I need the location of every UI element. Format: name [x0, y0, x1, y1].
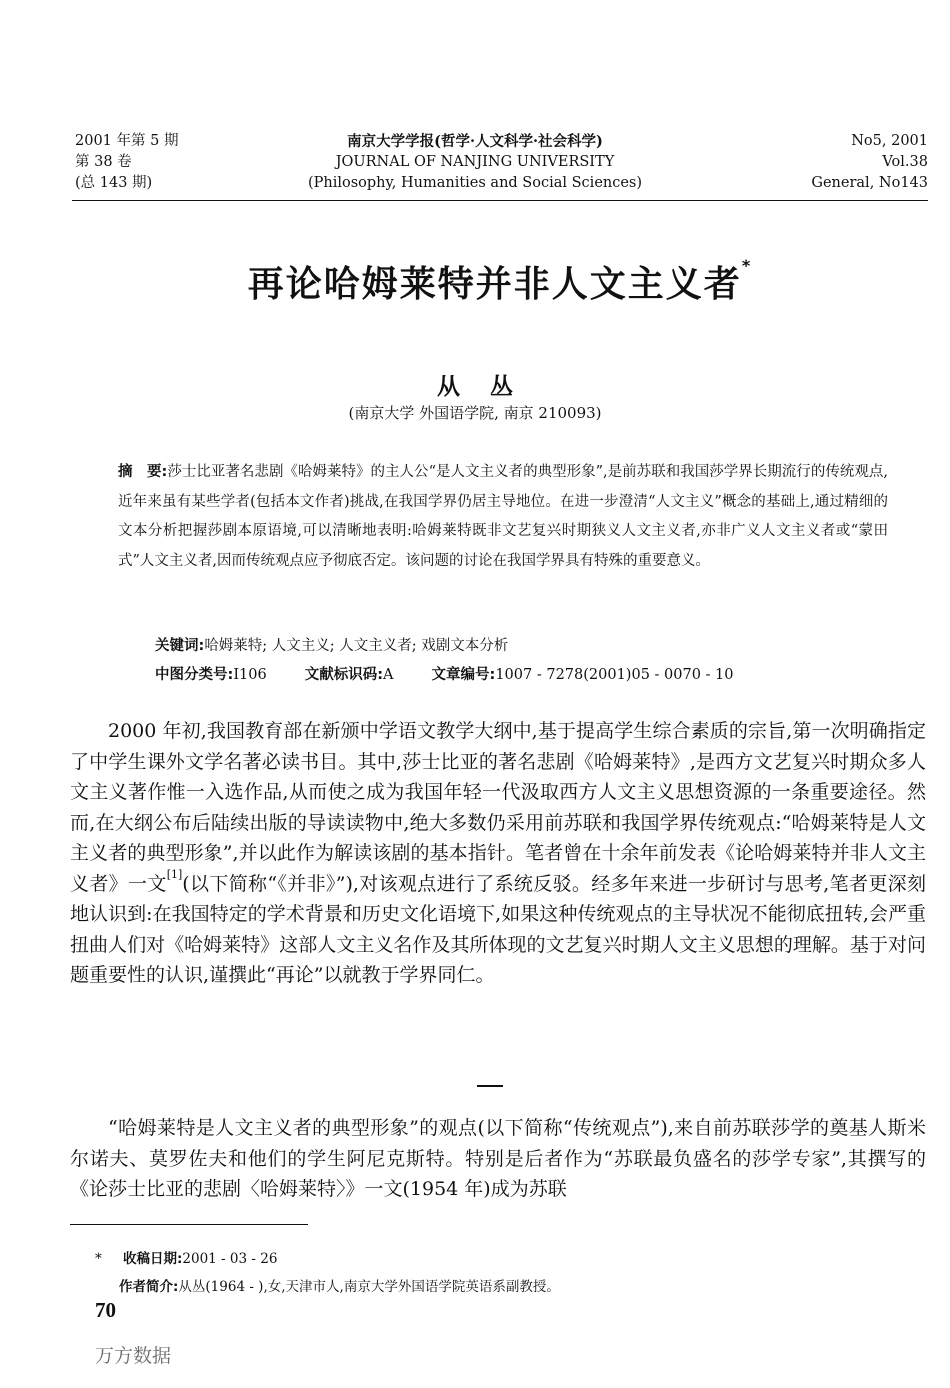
- article-no-label: 文章编号:: [431, 667, 496, 683]
- section-number-one: [0, 1072, 950, 1091]
- header-divider: [72, 200, 928, 201]
- keywords-text: 哈姆莱特; 人文主义; 人文主义者; 戏剧文本分析: [204, 638, 509, 654]
- author-affiliation: (南京大学 外国语学院, 南京 210093): [348, 404, 602, 422]
- paragraph-1-part-b: (以下简称“《并非》”),对该观点进行了系统反驳。经多年来进一步研讨与思考,笔者更深刻地认识到:在我国特定的学术背景和历史文化语境下,如果这种传统观点的主导状况不能彻底扭转,会严重扭曲人们对《哈姆莱特》这部人文主义名作及其所体现的文艺复兴时期人文主义思想的理解。基于对问题重要性的认识,谨撰此“再论”以就教于学界同仁。: [70, 872, 926, 986]
- classification-line: [155, 661, 734, 690]
- bio-text: 从丛(1964 - ),女,天津市人,南京大学外国语学院英语系副教授。: [178, 1279, 560, 1295]
- header-issue-line: 2001 年第 5 期: [75, 133, 179, 149]
- header-journal-name: [0, 131, 950, 194]
- article-title: [0, 256, 950, 307]
- paragraph-1-part-a: 2000 年初,我国教育部在新颁中学语文教学大纲中,基于提高学生综合素质的宗旨,第一次明确指定了中学生课外文学名著必读书目。其中,莎士比亚的著名悲剧《哈姆莱特》,是西方文艺复兴时期众多人文主义著作惟一入选作品,从而使之成为我国年轻一代汲取西方人文主义思想资源的一条重要途径。然而,在大纲公布后陆续出版的导读读物中,绝大多数仍采用前苏联和我国学界传统观点:“哈姆莱特是人文主义者的典型形象”,并以此作为解读该剧的基本指针。笔者曾在十余年前发表《论哈姆莱特并非人文主义者》一文: [70, 720, 926, 895]
- keywords-label: 关键词:: [155, 638, 205, 654]
- article-author: 从丛: [437, 374, 543, 400]
- doc-code-value: A: [383, 667, 394, 683]
- watermark: 万方数据: [95, 1345, 172, 1367]
- footnote-star: *: [95, 1251, 102, 1267]
- header-volume-line: 第 38 卷: [75, 154, 132, 170]
- footnote-received: [95, 1245, 560, 1273]
- header-issue-info-en: [811, 131, 928, 194]
- header-vol-line: Vol.38: [882, 154, 928, 170]
- clc-value: I106: [233, 667, 267, 683]
- keywords: [155, 632, 508, 661]
- bio-label: 作者简介:: [119, 1279, 179, 1295]
- section-dash: [477, 1085, 503, 1087]
- journal-subtitle-en: (Philosophy, Humanities and Social Sciences): [307, 175, 643, 191]
- body-paragraph-2: “哈姆莱特是人文主义者的典型形象”的观点(以下简称“传统观点”),来自前苏联莎学的奠基人斯米尔诺夫、莫罗佐夫和他们的学生阿尼克斯特。特别是后者作为“苏联最负盛名的莎学专家”,其撰写的《论莎士比亚的悲剧〈哈姆莱特〉》一文(1954 年)成为苏联: [70, 1117, 926, 1200]
- journal-name-cn: 南京大学学报(哲学·人文科学·社会科学): [347, 133, 603, 150]
- article-no-value: 1007 - 7278(2001)05 - 0070 - 10: [495, 667, 734, 683]
- journal-name-en: JOURNAL OF NANJING UNIVERSITY: [335, 154, 615, 170]
- clc-label: 中图分类号:: [155, 667, 234, 683]
- received-date: 2001 - 03 - 26: [182, 1251, 278, 1267]
- abstract-text: 莎士比亚著名悲剧《哈姆莱特》的主人公“是人文主义者的典型形象”,是前苏联和我国莎学界长期流行的传统观点,近年来虽有某些学者(包括本文作者)挑战,在我国学界仍居主导地位。在进一步澄清“人文主义”概念的基础上,通过精细的文本分析把握莎剧本原语境,可以清晰地表明:哈姆莱特既非文艺复兴时期狭义人文主义者,亦非广义人文主义者或“蒙田式”人文主义者,因而传统观点应予彻底否定。该问题的讨论在我国学界具有特殊的重要意义。: [118, 464, 888, 569]
- footnote-divider: [70, 1224, 308, 1225]
- reference-marker[interactable]: [1]: [166, 867, 183, 881]
- page-number: 70: [95, 1298, 116, 1322]
- received-label: 收稿日期:: [123, 1251, 183, 1267]
- title-text: 再论哈姆莱特并非人文主义者: [247, 264, 742, 305]
- doc-code-label: 文献标识码:: [304, 667, 384, 683]
- title-footnote-mark: *: [741, 256, 753, 275]
- header-general-line: General, No143: [811, 175, 928, 191]
- abstract: [118, 458, 888, 576]
- header-total-line: (总 143 期): [75, 175, 153, 191]
- abstract-label: 摘 要:: [118, 464, 168, 480]
- header-no-line: No5, 2001: [851, 133, 928, 149]
- body-paragraph-1: [70, 716, 926, 991]
- footnote-bio: [95, 1273, 560, 1301]
- footnotes: [95, 1245, 560, 1301]
